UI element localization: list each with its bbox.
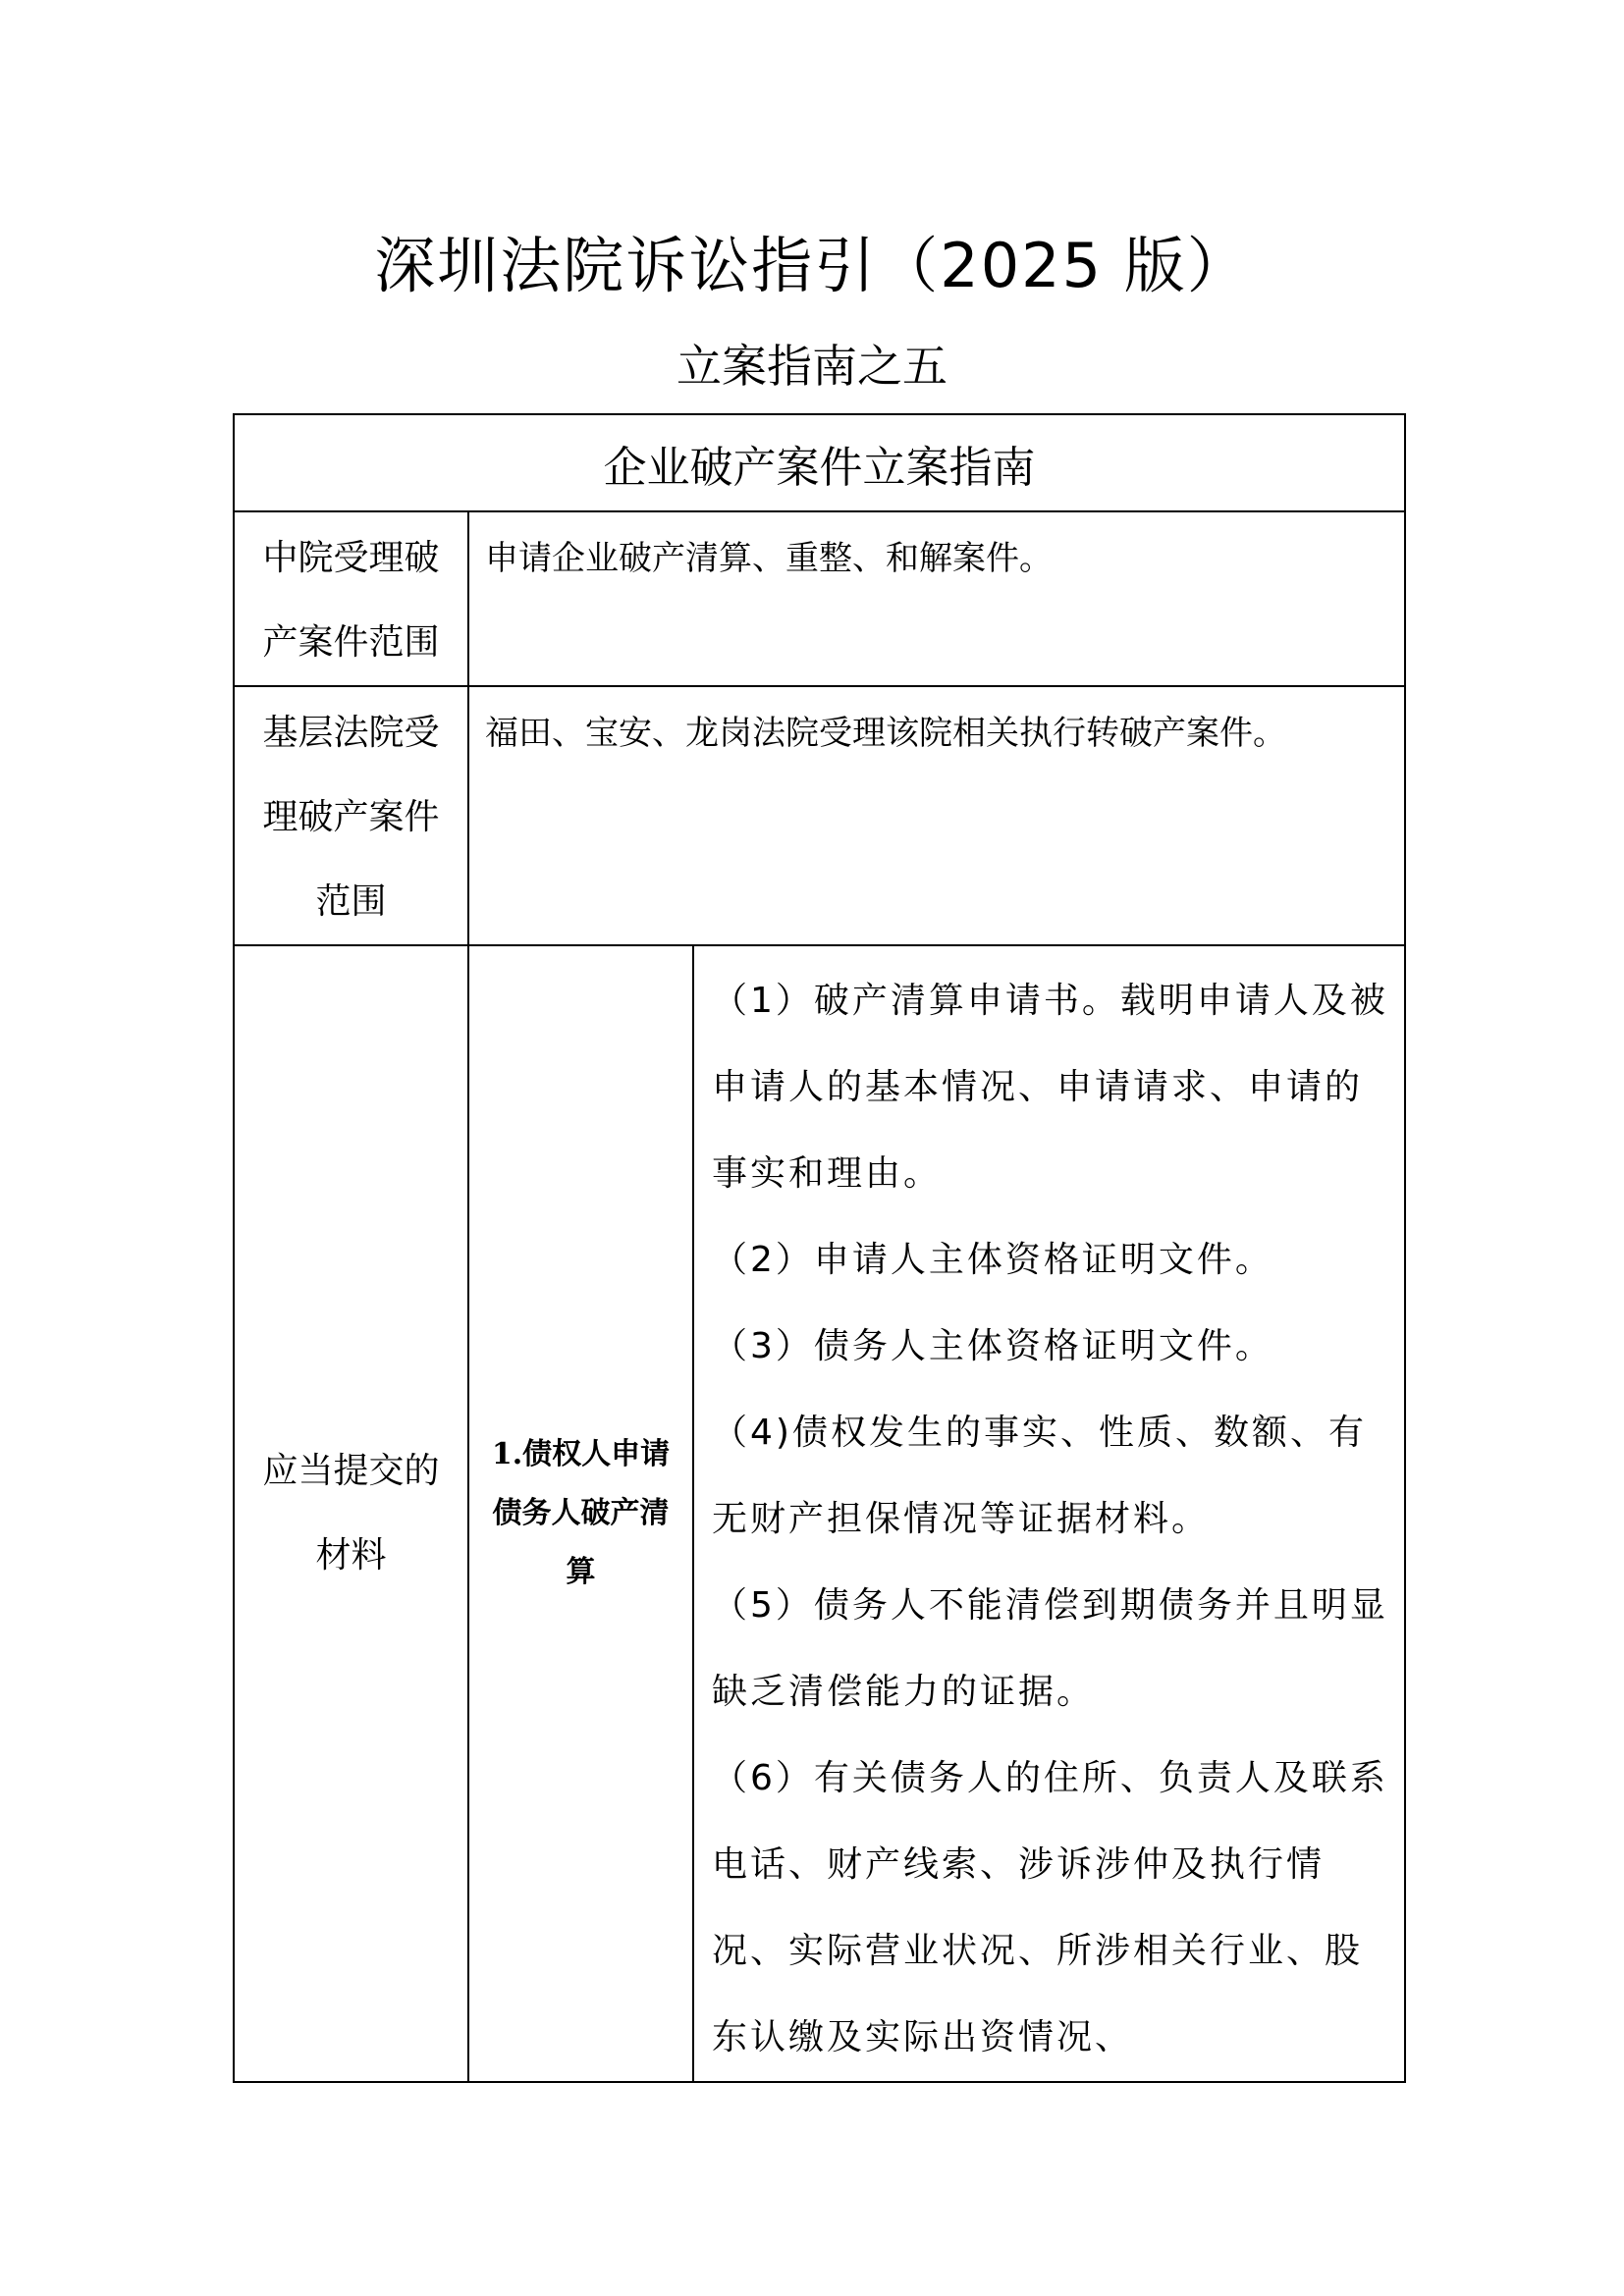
materials-list [693, 945, 1405, 2082]
document-title: 深圳法院诉讼指引（2025 版） [374, 230, 1250, 301]
guide-table [233, 413, 1406, 2083]
table-header-row [234, 414, 1405, 511]
row-label-intermediate-court: 中院受理破产案件范围 [234, 511, 468, 686]
table-row [234, 511, 1405, 686]
row-content-intermediate-court: 申请企业破产清算、重整、和解案件。 [468, 511, 1405, 686]
table-row [234, 945, 1405, 2082]
document-subtitle: 立案指南之五 [677, 340, 947, 393]
row-label-basic-court: 基层法院受理破产案件范围 [234, 686, 468, 945]
list-item: （5）债务人不能清偿到期债务并且明显缺乏清偿能力的证据。 [712, 1585, 1388, 1712]
row-label-materials: 应当提交的材料 [234, 945, 468, 2082]
list-item: （6）有关债务人的住所、负责人及联系电话、财产线索、涉诉涉仲及执行情况、实际营业状况、所涉相关行业、股东认缴及实际出资情况、 [712, 1758, 1388, 2057]
table-header: 企业破产案件立案指南 [234, 414, 1405, 511]
row-content-basic-court: 福田、宝安、龙岗法院受理该院相关执行转破产案件。 [468, 686, 1405, 945]
materials-category: 1.债权人申请债务人破产清算 [468, 945, 693, 2082]
table-row [234, 686, 1405, 945]
list-item: （4)债权发生的事实、性质、数额、有无财产担保情况等证据材料。 [712, 1413, 1367, 1539]
list-item: （3）债务人主体资格证明文件。 [712, 1326, 1273, 1366]
list-item: （1）破产清算申请书。载明申请人及被申请人的基本情况、申请请求、申请的事实和理由。 [712, 981, 1388, 1194]
list-item: （2）申请人主体资格证明文件。 [712, 1240, 1273, 1280]
